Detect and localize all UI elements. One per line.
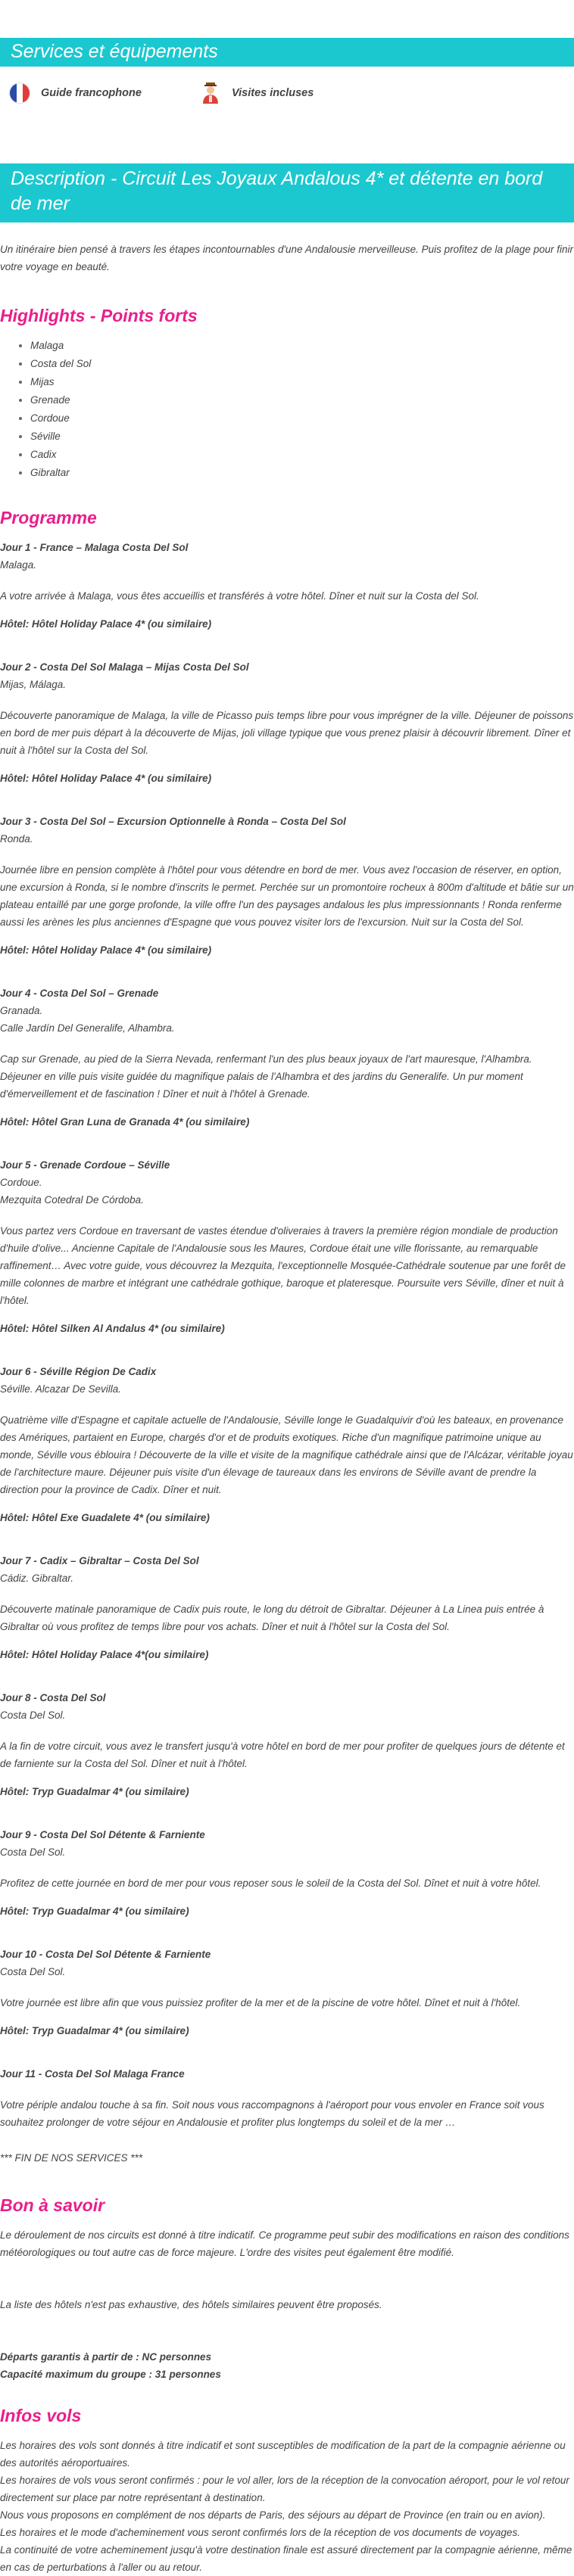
day-place: Séville. Alcazar De Sevilla. [0, 1383, 122, 1395]
day-place: Cádiz. Gibraltar. [0, 1573, 74, 1584]
day-hotel: Hôtel: Hôtel Gran Luna de Granada 4* (ou similaire) [0, 1116, 250, 1128]
list-item: • Cadix [30, 446, 574, 464]
day-place-detail: Calle Jardín Del Generalife, Alhambra. [0, 1022, 175, 1034]
programme-day [0, 1156, 574, 1337]
highlights-heading: Highlights - Points forts [0, 306, 198, 325]
day-hotel: Hôtel: Hôtel Holiday Palace 4* (ou similaire) [0, 773, 212, 784]
service-label: Guide francophone [41, 87, 142, 99]
infos-vols-text [0, 2437, 574, 2576]
service-item-guide [9, 82, 200, 104]
list-item: • Cordoue [30, 409, 574, 428]
programme-day [0, 985, 574, 1131]
day-title: Jour 9 - Costa Del Sol Détente & Farniente [0, 1829, 205, 1840]
infos-vols-line: Les horaires et le mode d'acheminement vous seront confirmés lors de la réception de vos documents de voyages. [0, 2527, 520, 2538]
programme-day [0, 1552, 574, 1663]
day-title: Jour 6 - Séville Région De Cadix [0, 1366, 157, 1377]
day-place: Costa Del Sol. [0, 1710, 66, 1721]
day-title: Jour 8 - Costa Del Sol [0, 1692, 106, 1703]
day-description: A votre arrivée à Malaga, vous êtes accueillis et transférés à votre hôtel. Dîner et nuit sur la Costa del Sol. [0, 590, 479, 602]
french-flag-icon [9, 82, 30, 104]
day-title: Jour 3 - Costa Del Sol – Excursion Optionnelle à Ronda – Costa Del Sol [0, 816, 346, 827]
departs-garantis: Départs garantis à partir de : NC personnes [0, 2351, 212, 2363]
day-description: Vous partez vers Cordoue en traversant de vastes étendue d'oliveraies à travers la première région mondiale de production d'huile d'olive... Ancienne Capitale de l'Andalousie sous les Maures, Cordoue était une ville florissante, au remarquable raffinement… Avec votre guide, vous découvrez la Mezquita, l'exceptionnelle Mosquée-Cathédrale soutenue par une forêt de mille colonnes de marbre et intégrant une cathédrale gothique, baroque et plateresque. Poursuite vers Séville, dîner et nuit à l'hôtel. [0, 1225, 566, 1306]
day-description: Découverte panoramique de Malaga, la ville de Picasso puis temps libre pour vous imprégner de la ville. Déjeuner de poissons en bord de mer puis départ à la découverte de Mijas, joli village typique que vous prenez plaisir à découvrir librement. Dîner et nuit à l'hôtel sur la Costa del Sol. [0, 710, 574, 756]
day-description: Votre périple andalou touche à sa fin. Soit nous vous raccompagnons à l'aéroport pour vous envoler en France soit vous souhaitez prolonger de votre séjour en Andalousie et profiter plus longtemps du soleil et de la mer … [0, 2099, 544, 2128]
description-heading: Description - Circuit Les Joyaux Andalous 4* et détente en bord de mer [0, 163, 574, 222]
day-hotel: Hôtel: Hôtel Holiday Palace 4* (ou similaire) [0, 618, 212, 630]
day-title: Jour 10 - Costa Del Sol Détente & Farniente [0, 1949, 211, 1960]
day-place: Mijas, Málaga. [0, 679, 67, 690]
programme-day [0, 658, 574, 787]
programme-day [0, 1363, 574, 1526]
infos-vols-heading: Infos vols [0, 2406, 82, 2425]
service-label: Visites incluses [232, 87, 314, 99]
programme-day [0, 1689, 574, 1800]
day-title: Jour 2 - Costa Del Sol Malaga – Mijas Costa Del Sol [0, 661, 249, 673]
day-hotel: Hôtel: Hôtel Silken Al Andalus 4* (ou similaire) [0, 1323, 225, 1334]
infos-vols-line: La continuité de votre acheminement jusqu'à votre destination finale est assuré directement par la compagnie aérienne, même en cas de perturbations à l'aller ou au retour. [0, 2544, 572, 2573]
day-hotel: Hôtel: Tryp Guadalmar 4* (ou similaire) [0, 1786, 189, 1797]
capacite-max: Capacité maximum du groupe : 31 personnes [0, 2369, 221, 2380]
day-place-detail: Mezquita Cotedral De Córdoba. [0, 1194, 144, 1206]
service-item-visits [200, 82, 391, 104]
day-title: Jour 11 - Costa Del Sol Malaga France [0, 2068, 185, 2080]
day-hotel: Hôtel: Tryp Guadalmar 4* (ou similaire) [0, 1906, 189, 1917]
day-hotel: Hôtel: Hôtel Exe Guadalete 4* (ou similaire) [0, 1512, 210, 1523]
bon-a-savoir-text-1: Le déroulement de nos circuits est donné à titre indicatif. Ce programme peut subir des modifications en raison des conditions météorologiques ou tout autre cas de force majeure. L'ordre des visites peut également être modifié. [0, 2229, 569, 2258]
day-description: Quatrième ville d'Espagne et capitale actuelle de l'Andalousie, Séville longe le Guadalquivir d'où les bateaux, en provenance des Amériques, partaient en Europe, chargés d'or et de produits exotiques. Riche d'un magnifique patrimoine unique au monde, Séville vous éblouira ! Découverte de la ville et visite de la magnifique cathédrale ainsi que de l'Alcázar, véritable joyau de l'architecture maure. Déjeuner puis visite d'un élevage de taureaux dans les environs de Séville avant de prendre la direction pour la province de Cadix. Dîner et nuit. [0, 1414, 573, 1495]
day-title: Jour 1 - France – Malaga Costa Del Sol [0, 542, 189, 553]
programme-days [0, 539, 574, 2131]
day-description: Journée libre en pension complète à l'hôtel pour vous détendre en bord de mer. Vous avez l'occasion de réserver, en option, une excursion à Ronda, si le nombre d'inscrits le permet. Perchée sur un promontoire rocheux à 800m d'altitude et bâtie sur un plateau entaillé par une gorge profonde, la ville offre l'un des paysages andalous les plus impressionnants ! Ronda renferme aussi les arènes les plus anciennes d'Espagne que vous pouvez visiter lors de l'excursion. Nuit sur la Costa del Sol. [0, 864, 574, 928]
bon-a-savoir-text-2: La liste des hôtels n'est pas exhaustive, des hôtels similaires peuvent être proposés. [0, 2299, 382, 2310]
day-title: Jour 4 - Costa Del Sol – Grenade [0, 988, 159, 999]
day-description: Votre journée est libre afin que vous puissiez profiter de la mer et de la piscine de votre hôtel. Dînet et nuit à l'hôtel. [0, 1997, 521, 2008]
list-item: • Costa del Sol [30, 355, 574, 373]
list-item: • Grenade [30, 391, 574, 409]
programme-day [0, 1826, 574, 1920]
day-hotel: Hôtel: Hôtel Holiday Palace 4*(ou similaire) [0, 1649, 209, 1660]
day-hotel: Hôtel: Tryp Guadalmar 4* (ou similaire) [0, 2025, 189, 2036]
list-item: • Séville [30, 428, 574, 446]
programme-day [0, 539, 574, 633]
bon-a-savoir-heading: Bon à savoir [0, 2195, 105, 2215]
day-place: Costa Del Sol. [0, 1846, 66, 1858]
services-heading: Services et équipements [0, 38, 574, 67]
description-intro: Un itinéraire bien pensé à travers les étapes incontournables d'une Andalousie merveilleuse. Puis profitez de la plage pour finir votre voyage en beauté. [0, 244, 574, 272]
day-place: Malaga. [0, 559, 37, 571]
infos-vols-line: Nous vous proposons en complément de nos départs de Paris, des séjours au départ de Province (en train ou en avion). [0, 2509, 546, 2521]
day-description: Découverte matinale panoramique de Cadix puis route, le long du détroit de Gibraltar. Déjeuner à La Linea puis entrée à Gibraltar où vous profitez de temps libre pour vos achats. Dîner et nuit à l'hôtel sur la Costa del Sol. [0, 1604, 544, 1632]
day-place: Granada. [0, 1005, 43, 1016]
day-description: Profitez de cette journée en bord de mer pour vous reposer sous le soleil de la Costa del Sol. Dînet et nuit à votre hôtel. [0, 1878, 541, 1889]
tour-guide-icon [200, 82, 221, 104]
programme-heading: Programme [0, 508, 97, 527]
infos-vols-line: Les horaires de vols vous seront confirmés : pour le vol aller, lors de la réception de la convocation aéroport, pour le vol retour directement sur place par notre représentant à destination. [0, 2475, 569, 2503]
day-place: Cordoue. [0, 1177, 42, 1188]
list-item: • Mijas [30, 373, 574, 391]
end-note: *** FIN DE NOS SERVICES *** [0, 2152, 143, 2164]
programme-day [0, 2065, 574, 2131]
day-title: Jour 7 - Cadix – Gibraltar – Costa Del Sol [0, 1555, 199, 1566]
day-title: Jour 5 - Grenade Cordoue – Séville [0, 1159, 170, 1171]
day-description: Cap sur Grenade, au pied de la Sierra Nevada, renfermant l'un des plus beaux joyaux de l'art mauresque, l'Alhambra. Déjeuner en ville puis visite guidée du magnifique palais de l'Alhambra et des jardins du Generalife. Un pur moment d'émerveillement et de fascination ! Dîner et nuit à l'hôtel à Grenade. [0, 1053, 532, 1100]
day-place: Ronda. [0, 833, 33, 845]
programme-day [0, 1946, 574, 2039]
list-item: • Malaga [30, 337, 574, 355]
day-hotel: Hôtel: Hôtel Holiday Palace 4* (ou similaire) [0, 944, 212, 956]
list-item: • Gibraltar [30, 464, 574, 482]
programme-day [0, 813, 574, 959]
infos-vols-line: Les horaires des vols sont donnés à titre indicatif et sont susceptibles de modification de la part de la compagnie aérienne ou des autorités aéroportuaires. [0, 2440, 566, 2469]
day-description: A la fin de votre circuit, vous avez le transfert jusqu'à votre hôtel en bord de mer pour profiter de quelques jours de détente et de farniente sur la Costa del Sol. Dîner et nuit à l'hôtel. [0, 1741, 565, 1769]
day-place: Costa Del Sol. [0, 1966, 66, 1977]
services-row [0, 67, 574, 120]
highlights-list [0, 337, 574, 482]
